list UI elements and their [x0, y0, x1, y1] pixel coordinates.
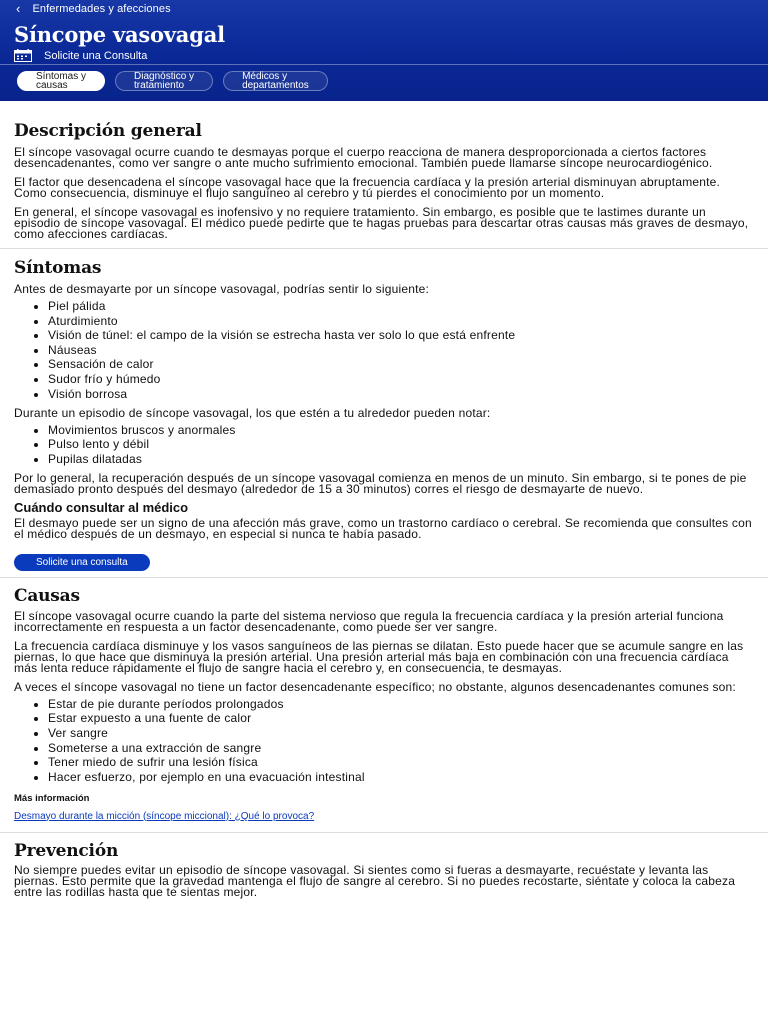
list-item: • Estar de pie durante períodos prolongados	[48, 699, 754, 710]
symptoms-intro-2: Durante un episodio de síncope vasovagal, los que estén a tu alrededor pueden notar:	[14, 405, 491, 420]
tab-label-line2: tratamiento	[134, 80, 185, 91]
list-item: • Movimientos bruscos y anormales	[48, 425, 754, 436]
list-item: • Pulso lento y débil	[48, 439, 754, 450]
causes-paragraph: La frecuencia cardíaca disminuye y los vasos sanguíneos de las piernas se dilatan. Esto puede hacer que se acumule sangre en las piernas, lo que hace que disminuya la presión arterial. Una presión arterial más baja en combinación con una frecuencia cardíaca más lenta reduce rápidamente el flujo de sangre hacia el cerebro y, en consecuencia, te desmayas.	[14, 638, 744, 675]
causes-paragraph: El síncope vasovagal ocurre cuando la parte del sistema nervioso que regula la frecuencia cardíaca y la presión arterial funciona incorrectamente en respuesta a un factor desencadenante, como puede ser ver sangre.	[14, 608, 724, 634]
more-info-wrapper	[14, 806, 754, 824]
button-wrapper	[14, 552, 754, 571]
request-appointment-label[interactable]: Solicite una Consulta	[44, 49, 148, 62]
list-item: • Estar expuesto a una fuente de calor	[48, 713, 754, 724]
tab-symptoms-causes[interactable]	[17, 71, 105, 91]
list-item: • Hacer esfuerzo, por ejemplo en una evacuación intestinal	[48, 772, 754, 783]
causes-paragraph: A veces el síncope vasovagal no tiene un factor desencadenante específico; no obstante, algunos desencadenantes comunes son:	[14, 679, 736, 694]
tab-label-line1: Síntomas y	[36, 71, 87, 82]
when-to-see-doctor-heading: Cuándo consultar al médico	[14, 499, 189, 515]
list-item: • Visión de túnel: el campo de la visión se estrecha hasta ver solo lo que está enfrente	[48, 330, 754, 341]
page-header	[0, 0, 768, 101]
main-content	[0, 121, 768, 898]
list-item: • Visión borrosa	[48, 389, 754, 400]
breadcrumb[interactable]	[16, 2, 171, 15]
tab-label-line2: departamentos	[242, 80, 309, 91]
list-item: • Tener miedo de sufrir una lesión física	[48, 757, 754, 768]
tab-label-line1: Médicos y	[242, 71, 288, 82]
list-item: • Sensación de calor	[48, 359, 754, 370]
list-item: • Pupilas dilatadas	[48, 454, 754, 465]
list-item: • Piel pálida	[48, 301, 754, 312]
triggers-list	[14, 696, 754, 784]
list-item: • Aturdimiento	[48, 316, 754, 327]
tab-doctors-departments[interactable]	[223, 71, 328, 91]
page-title: Síncope vasovagal	[14, 22, 225, 47]
request-appointment-button[interactable]: Solicite una consulta	[14, 554, 150, 571]
breadcrumb-label[interactable]: Enfermedades y afecciones	[32, 2, 171, 15]
symptoms-list	[14, 301, 754, 400]
list-item: • Someterse a una extracción de sangre	[48, 743, 754, 754]
tab-label-line2: causas	[36, 80, 68, 91]
prevention-paragraph: No siempre puedes evitar un episodio de síncope vasovagal. Si sientes como si fueras a desmayarte, recuéstate y levanta las piernas. Esto permite que la gravedad mantenga el flujo de sangre al cerebro. Si no puedes recostarte, siéntate y coloca la cabeza entre las rodillas hasta que te sientas mejor.	[14, 862, 736, 899]
overview-paragraph: El factor que desencadena el síncope vasovagal hace que la frecuencia cardíaca y la presión arterial disminuyan abruptamente. Como consecuencia, disminuye el flujo sanguíneo al cerebro y tú pierdes el conocimiento por un momento.	[14, 175, 721, 200]
recovery-paragraph: Por lo general, la recuperación después de un síncope vasovagal comienza en menos de un minuto. Sin embargo, si te pones de pie demasiado pronto después del desmayo (alrededor de 15 a 30 minutos) corres el riesgo de desmayarte de nuevo.	[14, 470, 747, 496]
list-item: • Sudor frío y húmedo	[48, 374, 754, 385]
section-divider	[0, 832, 768, 833]
symptoms-intro: Antes de desmayarte por un síncope vasovagal, podrías sentir lo siguiente:	[14, 282, 430, 296]
request-appointment-link[interactable]	[14, 49, 147, 62]
more-info-label: Más información	[14, 792, 90, 804]
tab-label-line1: Diagnóstico y	[134, 71, 195, 82]
list-item: • Náuseas	[48, 345, 754, 356]
chevron-left-icon[interactable]: ‹	[16, 1, 21, 16]
observed-signs-list	[14, 422, 754, 466]
symptoms-heading: Síntomas	[14, 258, 102, 278]
overview-paragraph: El síncope vasovagal ocurre cuando te desmayas porque el cuerpo reacciona de manera desproporcionada a ciertos factores desencadenantes, como ver sangre o ante mucho sufrimiento emocional. También puede llamarse síncope neurocardiogénico.	[14, 145, 713, 170]
when-to-see-doctor-text: El desmayo puede ser un signo de una afección más grave, como un trastorno cardíaco o cerebral. Se recomienda que consultes con el médico después de un desmayo, en especial si nunca te había pasado.	[14, 515, 752, 541]
section-divider	[0, 248, 768, 249]
overview-paragraph: En general, el síncope vasovagal es inofensivo y no requiere tratamiento. Sin embargo, es posible que te lastimes durante un episodio de síncope vasovagal. El médico puede pedirte que te hagas pruebas para descartar otras causas más graves de desmayo, como afecciones cardíacas.	[14, 205, 749, 241]
list-item: • Ver sangre	[48, 728, 754, 739]
more-info-link[interactable]: Desmayo durante la micción (síncope miccional): ¿Qué lo provoca?	[14, 810, 315, 822]
causes-heading: Causas	[14, 585, 80, 606]
section-tabs	[17, 71, 328, 91]
overview-heading: Descripción general	[14, 121, 202, 141]
header-divider	[0, 64, 768, 65]
tab-diagnosis-treatment[interactable]	[115, 71, 213, 91]
calendar-icon	[14, 49, 32, 62]
prevention-heading: Prevención	[14, 840, 119, 861]
section-divider	[0, 577, 768, 578]
